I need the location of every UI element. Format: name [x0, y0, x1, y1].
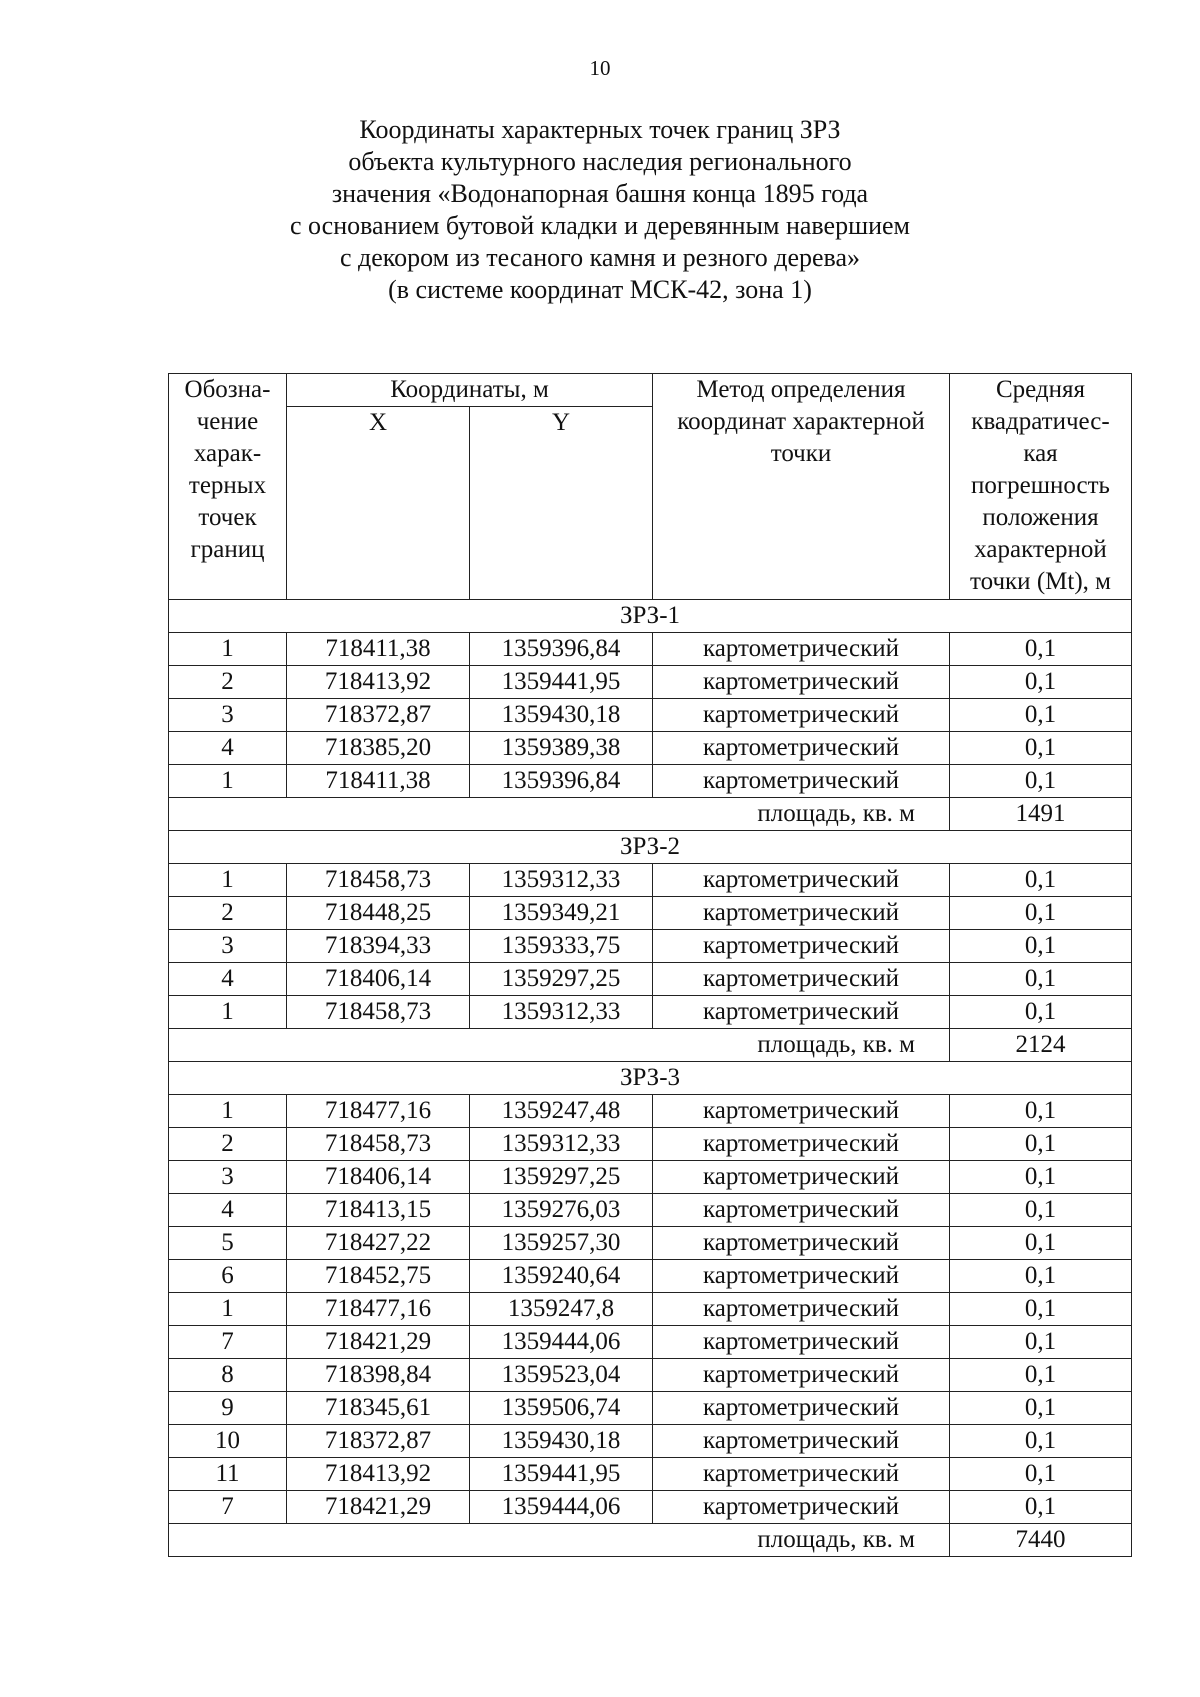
method: картометрический	[653, 996, 950, 1029]
method: картометрический	[653, 897, 950, 930]
table-row	[169, 666, 1132, 699]
table-row	[169, 963, 1132, 996]
mean-square-error: 0,1	[950, 1491, 1132, 1524]
coordinate-y: 1359247,8	[470, 1293, 653, 1326]
mean-square-error: 0,1	[950, 1194, 1132, 1227]
coordinate-x: 718452,75	[287, 1260, 470, 1293]
coordinate-y: 1359506,74	[470, 1392, 653, 1425]
point-number: 1	[169, 864, 287, 897]
table-row	[169, 1227, 1132, 1260]
mean-square-error: 0,1	[950, 996, 1132, 1029]
table-row	[169, 1161, 1132, 1194]
coordinate-x: 718372,87	[287, 1425, 470, 1458]
point-number: 4	[169, 732, 287, 765]
mean-square-error: 0,1	[950, 1326, 1132, 1359]
document-title	[180, 114, 1020, 306]
table-row	[169, 1260, 1132, 1293]
section-title-row	[169, 1062, 1132, 1095]
coordinate-x: 718372,87	[287, 699, 470, 732]
coordinate-x: 718413,92	[287, 666, 470, 699]
method: картометрический	[653, 1458, 950, 1491]
coordinate-y: 1359441,95	[470, 666, 653, 699]
table-row	[169, 699, 1132, 732]
method: картометрический	[653, 1392, 950, 1425]
table-header-row	[169, 374, 1132, 407]
method: картометрический	[653, 1128, 950, 1161]
coordinate-x: 718413,92	[287, 1458, 470, 1491]
point-number: 3	[169, 699, 287, 732]
mean-square-error: 0,1	[950, 1095, 1132, 1128]
point-number: 1	[169, 996, 287, 1029]
method: картометрический	[653, 1425, 950, 1458]
mean-square-error: 0,1	[950, 963, 1132, 996]
coordinate-y: 1359349,21	[470, 897, 653, 930]
point-number: 7	[169, 1326, 287, 1359]
point-number: 6	[169, 1260, 287, 1293]
coordinate-y: 1359444,06	[470, 1491, 653, 1524]
table-row	[169, 930, 1132, 963]
method: картометрический	[653, 666, 950, 699]
point-number: 3	[169, 1161, 287, 1194]
coordinate-y: 1359247,48	[470, 1095, 653, 1128]
mean-square-error: 0,1	[950, 1161, 1132, 1194]
method: картометрический	[653, 1260, 950, 1293]
method: картометрический	[653, 633, 950, 666]
method: картометрический	[653, 765, 950, 798]
coordinate-x: 718406,14	[287, 963, 470, 996]
table-row	[169, 633, 1132, 666]
point-number: 5	[169, 1227, 287, 1260]
method: картометрический	[653, 1227, 950, 1260]
title-line: Координаты характерных точек границ ЗРЗ	[359, 115, 841, 144]
mean-square-error: 0,1	[950, 1293, 1132, 1326]
coordinate-y: 1359430,18	[470, 699, 653, 732]
coordinate-y: 1359389,38	[470, 732, 653, 765]
method: картометрический	[653, 1161, 950, 1194]
coordinate-y: 1359333,75	[470, 930, 653, 963]
area-row	[169, 1524, 1132, 1557]
section-title-row	[169, 600, 1132, 633]
point-number: 2	[169, 1128, 287, 1161]
table-row	[169, 897, 1132, 930]
mean-square-error: 0,1	[950, 633, 1132, 666]
point-number: 1	[169, 633, 287, 666]
coordinate-x: 718345,61	[287, 1392, 470, 1425]
table-row	[169, 1392, 1132, 1425]
table-row	[169, 1095, 1132, 1128]
section-title-row	[169, 831, 1132, 864]
coordinate-y: 1359396,84	[470, 633, 653, 666]
area-value: 7440	[950, 1524, 1132, 1557]
coordinate-x: 718458,73	[287, 864, 470, 897]
point-number: 10	[169, 1425, 287, 1458]
method: картометрический	[653, 1194, 950, 1227]
coordinates-table	[168, 373, 1132, 1557]
point-number: 8	[169, 1359, 287, 1392]
table-row	[169, 864, 1132, 897]
area-value: 2124	[950, 1029, 1132, 1062]
mean-square-error: 0,1	[950, 765, 1132, 798]
table-body	[169, 600, 1132, 1557]
table-row	[169, 1359, 1132, 1392]
coordinate-x: 718398,84	[287, 1359, 470, 1392]
area-value: 1491	[950, 798, 1132, 831]
section-title: ЗРЗ-3	[169, 1062, 1132, 1095]
table-row	[169, 1293, 1132, 1326]
title-line: объекта культурного наследия регионального	[348, 147, 852, 176]
title-line: (в системе координат МСК-42, зона 1)	[388, 275, 812, 304]
coordinate-y: 1359441,95	[470, 1458, 653, 1491]
mean-square-error: 0,1	[950, 1458, 1132, 1491]
mean-square-error: 0,1	[950, 897, 1132, 930]
coordinate-y: 1359276,03	[470, 1194, 653, 1227]
title-line: с основанием бутовой кладки и деревянным навершием	[289, 211, 911, 240]
method: картометрический	[653, 1491, 950, 1524]
table-row	[169, 1425, 1132, 1458]
mean-square-error: 0,1	[950, 1128, 1132, 1161]
coordinate-y: 1359257,30	[470, 1227, 653, 1260]
coordinate-x: 718385,20	[287, 732, 470, 765]
method: картометрический	[653, 699, 950, 732]
mean-square-error: 0,1	[950, 864, 1132, 897]
mean-square-error: 0,1	[950, 732, 1132, 765]
coordinate-x: 718458,73	[287, 1128, 470, 1161]
coordinate-y: 1359297,25	[470, 963, 653, 996]
point-number: 4	[169, 963, 287, 996]
mean-square-error: 0,1	[950, 1392, 1132, 1425]
page-number: 10	[589, 56, 611, 80]
table-row	[169, 1491, 1132, 1524]
coordinate-x: 718421,29	[287, 1326, 470, 1359]
coordinate-y: 1359312,33	[470, 996, 653, 1029]
coordinate-y: 1359396,84	[470, 765, 653, 798]
coordinate-y: 1359312,33	[470, 1128, 653, 1161]
coordinate-x: 718394,33	[287, 930, 470, 963]
coordinate-x: 718411,38	[287, 765, 470, 798]
table-row	[169, 1458, 1132, 1491]
coordinate-y: 1359312,33	[470, 864, 653, 897]
table-row	[169, 1128, 1132, 1161]
title-line: с декором из тесаного камня и резного дерева»	[340, 243, 860, 272]
table-row	[169, 1326, 1132, 1359]
method: картометрический	[653, 1326, 950, 1359]
table-row	[169, 732, 1132, 765]
mean-square-error: 0,1	[950, 930, 1132, 963]
method: картометрический	[653, 864, 950, 897]
header-y: Y	[470, 407, 653, 600]
table-row	[169, 765, 1132, 798]
mean-square-error: 0,1	[950, 1260, 1132, 1293]
point-number: 4	[169, 1194, 287, 1227]
coordinate-x: 718477,16	[287, 1293, 470, 1326]
coordinate-x: 718448,25	[287, 897, 470, 930]
mean-square-error: 0,1	[950, 666, 1132, 699]
table-row	[169, 996, 1132, 1029]
method: картометрический	[653, 1359, 950, 1392]
method: картометрический	[653, 1293, 950, 1326]
point-number: 3	[169, 930, 287, 963]
coordinate-x: 718427,22	[287, 1227, 470, 1260]
area-label: площадь, кв. м	[169, 1524, 950, 1557]
point-number: 9	[169, 1392, 287, 1425]
point-number: 1	[169, 1095, 287, 1128]
title-line: значения «Водонапорная башня конца 1895 года	[331, 179, 869, 208]
mean-square-error: 0,1	[950, 1359, 1132, 1392]
header-method: Метод определения координат характерной точки	[653, 374, 950, 600]
coordinate-y: 1359297,25	[470, 1161, 653, 1194]
area-row	[169, 798, 1132, 831]
section-title: ЗРЗ-2	[169, 831, 1132, 864]
mean-square-error: 0,1	[950, 1227, 1132, 1260]
coordinate-x: 718411,38	[287, 633, 470, 666]
coordinate-x: 718406,14	[287, 1161, 470, 1194]
method: картометрический	[653, 963, 950, 996]
table-row	[169, 1194, 1132, 1227]
mean-square-error: 0,1	[950, 699, 1132, 732]
coordinate-y: 1359430,18	[470, 1425, 653, 1458]
point-number: 2	[169, 897, 287, 930]
method: картометрический	[653, 1095, 950, 1128]
section-title: ЗРЗ-1	[169, 600, 1132, 633]
coordinate-y: 1359523,04	[470, 1359, 653, 1392]
mean-square-error: 0,1	[950, 1425, 1132, 1458]
point-number: 7	[169, 1491, 287, 1524]
header-error: Средняя квадратичес- кая погрешность положения характерной точки (Mt), м	[950, 374, 1132, 600]
coordinate-x: 718421,29	[287, 1491, 470, 1524]
area-label: площадь, кв. м	[169, 1029, 950, 1062]
coordinate-y: 1359444,06	[470, 1326, 653, 1359]
area-row	[169, 1029, 1132, 1062]
coordinate-x: 718413,15	[287, 1194, 470, 1227]
method: картометрический	[653, 732, 950, 765]
coordinate-x: 718458,73	[287, 996, 470, 1029]
coordinate-x: 718477,16	[287, 1095, 470, 1128]
point-number: 2	[169, 666, 287, 699]
header-coordinates: Координаты, м	[287, 374, 653, 407]
point-number: 11	[169, 1458, 287, 1491]
method: картометрический	[653, 930, 950, 963]
point-number: 1	[169, 765, 287, 798]
coordinate-y: 1359240,64	[470, 1260, 653, 1293]
header-designation: Обозна- чение харак- терных точек границ	[169, 374, 287, 600]
point-number: 1	[169, 1293, 287, 1326]
area-label: площадь, кв. м	[169, 798, 950, 831]
header-x: X	[287, 407, 470, 600]
